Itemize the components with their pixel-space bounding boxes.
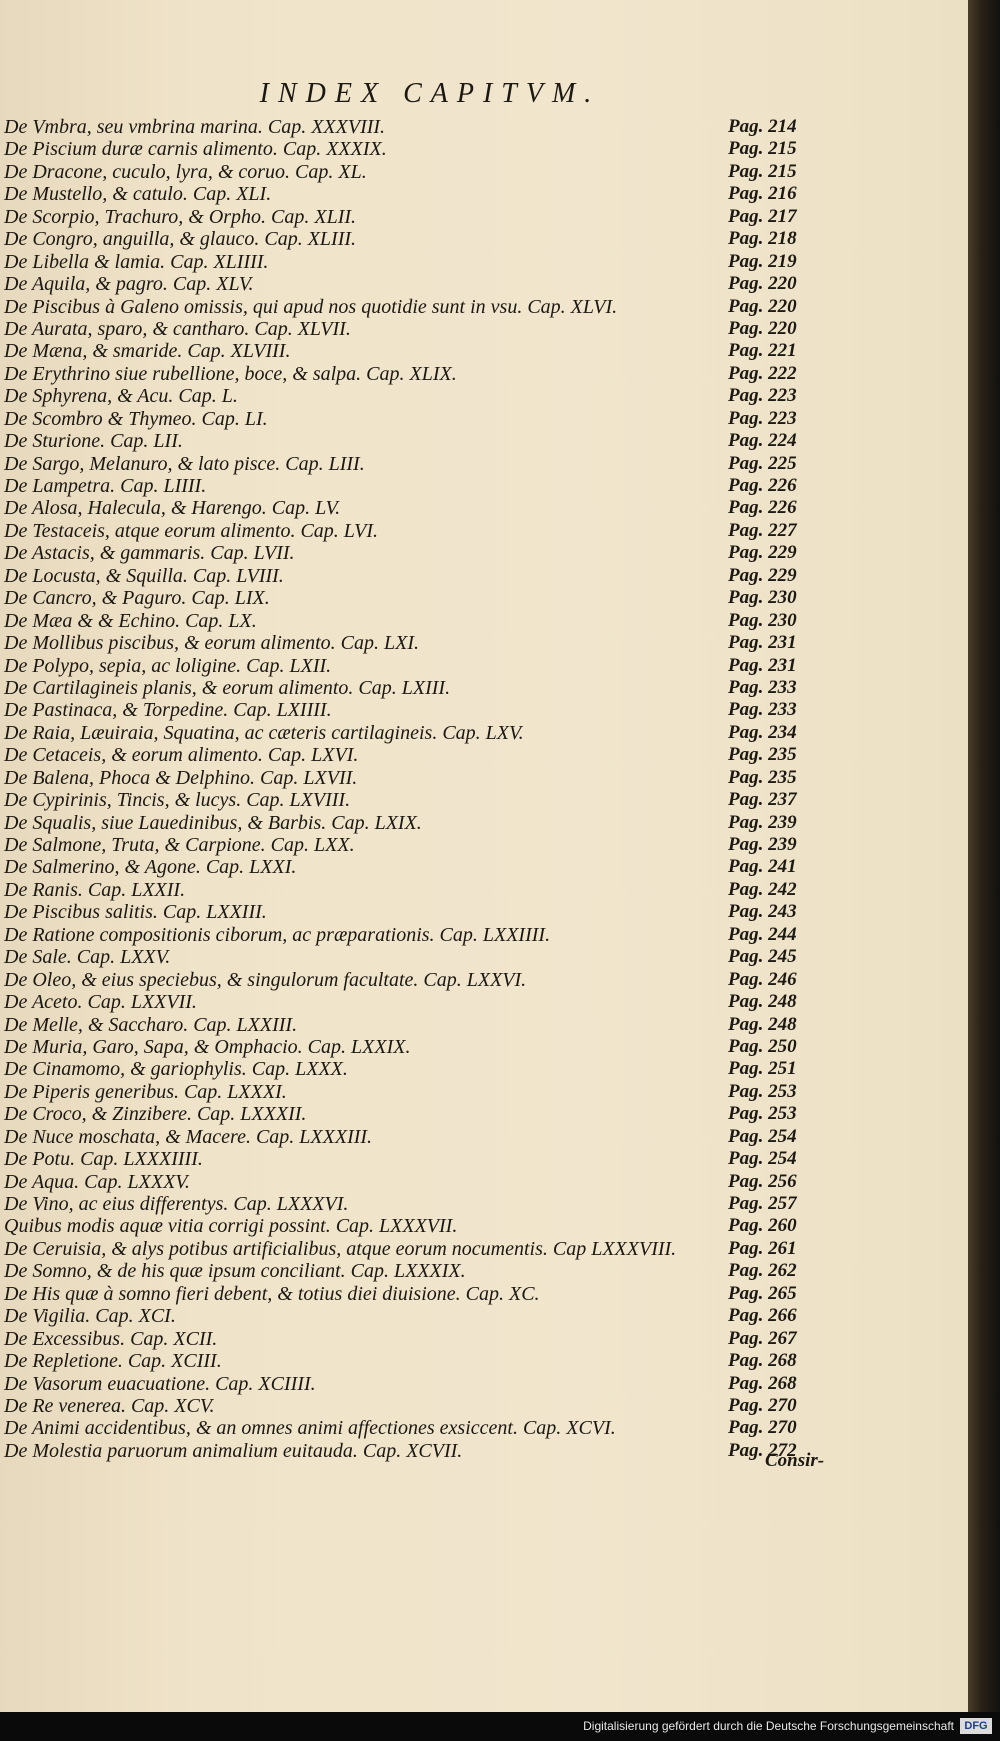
entry-title: De Repletione. Cap. XCIII.	[4, 1350, 222, 1373]
entry-title: De Cancro, & Paguro. Cap. LIX.	[4, 587, 270, 610]
index-list	[0, 116, 968, 1462]
entry-page-number: Pag. 239	[728, 811, 797, 833]
entry-title: De Balena, Phoca & Delphino. Cap. LXVII.	[4, 766, 358, 789]
index-entry	[0, 856, 968, 878]
entry-page-number: Pag. 220	[728, 273, 797, 295]
index-entry	[0, 834, 968, 856]
entry-page-number: Pag. 219	[728, 250, 797, 272]
entry-title: De Nuce moschata, & Macere. Cap. LXXXIII.	[4, 1125, 373, 1148]
entry-title: De Piperis generibus. Cap. LXXXI.	[4, 1080, 287, 1103]
index-entry	[0, 677, 968, 699]
entry-title: De Libella & lamia. Cap. XLIIII.	[4, 250, 269, 273]
entry-title: De Mustello, & catulo. Cap. XLI.	[4, 183, 272, 206]
entry-title: De Ratione compositionis ciborum, ac præparationis. Cap. LXXIIII.	[4, 923, 551, 946]
entry-page-number: Pag. 233	[728, 699, 797, 721]
entry-title: De Aurata, sparo, & cantharo. Cap. XLVII.	[4, 317, 351, 340]
entry-page-number: Pag. 234	[728, 721, 797, 743]
entry-title: De Sargo, Melanuro, & lato pisce. Cap. LIII.	[4, 452, 365, 475]
index-entry	[0, 520, 968, 542]
entry-page-number: Pag. 246	[728, 968, 797, 990]
entry-page-number: Pag. 270	[728, 1417, 797, 1439]
entry-page-number: Pag. 250	[728, 1035, 797, 1057]
index-entry	[0, 969, 968, 991]
entry-page-number: Pag. 244	[728, 923, 797, 945]
entry-title: De Testaceis, atque eorum alimento. Cap. LVI.	[4, 519, 379, 542]
entry-page-number: Pag. 257	[728, 1193, 797, 1214]
entry-title: De Vasorum euacuatione. Cap. XCIIII.	[4, 1372, 316, 1395]
page-edge	[968, 0, 1000, 1712]
entry-title: De Mæna, & smaride. Cap. XLVIII.	[4, 340, 291, 363]
entry-title: De Congro, anguilla, & glauco. Cap. XLIII.	[4, 228, 357, 251]
funding-notice: Digitalisierung gefördert durch die Deutsche Forschungsgemeinschaft	[583, 1719, 954, 1733]
entry-page-number: Pag. 223	[728, 407, 797, 429]
entry-title: De Melle, & Saccharo. Cap. LXXIII.	[4, 1013, 298, 1036]
entry-page-number: Pag. 241	[728, 856, 797, 878]
entry-page-number: Pag. 221	[728, 340, 797, 362]
index-entry	[0, 1081, 968, 1103]
entry-page-number: Pag. 235	[728, 766, 797, 788]
entry-title: De Polypo, sepia, ac loligine. Cap. LXII.	[4, 654, 332, 677]
entry-title: De Somno, & de his quæ ipsum conciliant. Cap. LXXXIX.	[4, 1260, 466, 1283]
entry-page-number: Pag. 239	[728, 834, 797, 855]
index-entry	[0, 161, 968, 183]
entry-page-number: Pag. 218	[728, 228, 797, 250]
entry-page-number: Pag. 220	[728, 317, 797, 339]
entry-title: De Pastinaca, & Torpedine. Cap. LXIIII.	[4, 699, 332, 722]
index-entry	[0, 812, 968, 834]
entry-title: De Piscibus à Galeno omissis, qui apud nos quotidie sunt in vsu. Cap. XLVI.	[4, 295, 618, 318]
entry-title: De Erythrino siue rubellione, boce, & salpa. Cap. XLIX.	[4, 362, 457, 385]
entry-page-number: Pag. 268	[728, 1372, 797, 1394]
entry-title: De Lampetra. Cap. LIIII.	[4, 475, 207, 497]
entry-title: De Ranis. Cap. LXXII.	[4, 878, 186, 901]
index-entry	[0, 1014, 968, 1036]
index-entry	[0, 1036, 968, 1058]
entry-page-number: Pag. 254	[728, 1125, 797, 1147]
entry-page-number: Pag. 248	[728, 1013, 797, 1035]
index-entry	[0, 453, 968, 475]
index-entry	[0, 497, 968, 519]
entry-title: De Sturione. Cap. LII.	[4, 430, 183, 453]
entry-page-number: Pag. 230	[728, 609, 797, 631]
index-entry	[0, 901, 968, 923]
entry-page-number: Pag. 235	[728, 744, 797, 766]
entry-title: De Locusta, & Squilla. Cap. LVIII.	[4, 564, 284, 587]
index-entry	[0, 610, 968, 632]
entry-title: Quibus modis aquæ vitia corrigi possint. Cap. LXXXVII.	[4, 1215, 458, 1238]
entry-page-number: Pag. 220	[728, 295, 797, 317]
index-entry	[0, 1103, 968, 1125]
entry-page-number: Pag. 237	[728, 789, 797, 811]
entry-page-number: Pag. 226	[728, 475, 797, 496]
index-entry	[0, 1283, 968, 1305]
index-entry	[0, 699, 968, 721]
index-entry	[0, 251, 968, 273]
entry-page-number: Pag. 243	[728, 901, 797, 923]
index-entry	[0, 408, 968, 430]
entry-page-number: Pag. 245	[728, 946, 797, 968]
index-entry	[0, 138, 968, 160]
footer-bar	[0, 1712, 1000, 1741]
entry-page-number: Pag. 267	[728, 1327, 797, 1349]
dfg-logo: DFG	[960, 1718, 992, 1734]
entry-page-number: Pag. 254	[728, 1148, 797, 1170]
index-entry	[0, 744, 968, 766]
entry-page-number: Pag. 266	[728, 1305, 797, 1327]
entry-page-number: Pag. 229	[728, 542, 797, 564]
entry-page-number: Pag. 223	[728, 385, 797, 407]
entry-title: De Salmerino, & Agone. Cap. LXXI.	[4, 856, 297, 879]
index-entry	[0, 1058, 968, 1080]
entry-title: De Mollibus piscibus, & eorum alimento. Cap. LXI.	[4, 632, 419, 655]
entry-page-number: Pag. 217	[728, 205, 797, 227]
index-entry	[0, 183, 968, 205]
entry-page-number: Pag. 265	[728, 1282, 797, 1304]
index-entry	[0, 1193, 968, 1215]
entry-title: De Potu. Cap. LXXXIIII.	[4, 1148, 203, 1171]
entry-title: De Re venerea. Cap. XCV.	[4, 1394, 215, 1417]
entry-page-number: Pag. 262	[728, 1260, 797, 1282]
index-entry	[0, 542, 968, 564]
entry-page-number: Pag. 253	[728, 1103, 797, 1125]
index-entry	[0, 296, 968, 318]
entry-page-number: Pag. 256	[728, 1170, 797, 1192]
index-entry	[0, 1417, 968, 1439]
entry-title: De Vigilia. Cap. XCI.	[4, 1305, 176, 1328]
entry-page-number: Pag. 231	[728, 654, 797, 676]
entry-page-number: Pag. 229	[728, 564, 797, 586]
entry-title: De Croco, & Zinzibere. Cap. LXXXII.	[4, 1103, 307, 1126]
index-entry	[0, 363, 968, 385]
entry-page-number: Pag. 251	[728, 1058, 797, 1080]
index-entry	[0, 1305, 968, 1327]
index-entry	[0, 1373, 968, 1395]
entry-page-number: Pag. 225	[728, 452, 797, 474]
index-entry	[0, 318, 968, 340]
entry-title: De Mæa & & Echino. Cap. LX.	[4, 609, 257, 632]
entry-title: De Excessibus. Cap. XCII.	[4, 1327, 218, 1350]
entry-title: De Cartilagineis planis, & eorum alimento. Cap. LXIII.	[4, 676, 451, 699]
entry-title: De Aquila, & pagro. Cap. XLV.	[4, 273, 254, 296]
index-entry	[0, 1238, 968, 1260]
entry-title: De Molestia paruorum animalium euitauda. Cap. XCVII.	[4, 1439, 463, 1462]
entry-page-number: Pag. 261	[728, 1237, 797, 1259]
entry-page-number: Pag. 242	[728, 878, 797, 900]
entry-page-number: Pag. 231	[728, 632, 797, 654]
entry-title: De Aqua. Cap. LXXXV.	[4, 1170, 190, 1193]
entry-page-number: Pag. 215	[728, 160, 797, 182]
index-entry	[0, 924, 968, 946]
entry-title: De Scorpio, Trachuro, & Orpho. Cap. XLII.	[4, 205, 357, 228]
entry-page-number: Pag. 215	[728, 138, 797, 160]
entry-page-number: Pag. 270	[728, 1394, 797, 1416]
index-entry	[0, 1395, 968, 1417]
entry-page-number: Pag. 272	[728, 1439, 797, 1461]
catchword: Consir-	[765, 1450, 825, 1471]
entry-title: De Cypirinis, Tincis, & lucys. Cap. LXVIII.	[4, 789, 351, 812]
entry-title: De Vmbra, seu vmbrina marina. Cap. XXXVIII.	[4, 116, 386, 138]
index-entry	[0, 385, 968, 407]
entry-title: De His quæ à somno fieri debent, & totius diei diuisione. Cap. XC.	[4, 1282, 540, 1305]
entry-title: De Scombro & Thymeo. Cap. LI.	[4, 407, 268, 430]
entry-title: De Aceto. Cap. LXXVII.	[4, 991, 197, 1014]
entry-page-number: Pag. 248	[728, 991, 797, 1013]
index-entry	[0, 587, 968, 609]
index-entry	[0, 206, 968, 228]
index-entry	[0, 1171, 968, 1193]
entry-title: De Vino, ac eius differentys. Cap. LXXXVI.	[4, 1193, 349, 1215]
index-entry	[0, 991, 968, 1013]
index-entry	[0, 789, 968, 811]
index-entry	[0, 1328, 968, 1350]
entry-page-number: Pag. 224	[728, 430, 797, 452]
entry-title: De Muria, Garo, Sapa, & Omphacio. Cap. LXXIX.	[4, 1035, 411, 1058]
index-entry	[0, 273, 968, 295]
index-entry	[0, 1148, 968, 1170]
entry-title: De Cinamomo, & gariophylis. Cap. LXXX.	[4, 1058, 348, 1081]
entry-title: De Piscium duræ carnis alimento. Cap. XXXIX.	[4, 138, 387, 161]
entry-page-number: Pag. 230	[728, 587, 797, 609]
index-entry	[0, 228, 968, 250]
entry-page-number: Pag. 253	[728, 1080, 797, 1102]
index-entry	[0, 946, 968, 968]
entry-page-number: Pag. 233	[728, 676, 797, 698]
entry-page-number: Pag. 226	[728, 497, 797, 519]
entry-title: De Raia, Læuiraia, Squatina, ac cæteris cartilagineis. Cap. LXV.	[4, 721, 524, 744]
entry-page-number: Pag. 222	[728, 362, 797, 384]
index-entry	[0, 767, 968, 789]
index-entry	[0, 1260, 968, 1282]
index-entry	[0, 1350, 968, 1372]
entry-page-number: Pag. 214	[728, 116, 797, 137]
entry-title: De Animi accidentibus, & an omnes animi affectiones exsiccent. Cap. XCVI.	[4, 1417, 616, 1440]
entry-title: De Astacis, & gammaris. Cap. LVII.	[4, 542, 295, 565]
entry-title: De Piscibus salitis. Cap. LXXIII.	[4, 901, 267, 924]
index-entry	[0, 722, 968, 744]
index-entry	[0, 1215, 968, 1237]
index-entry	[0, 565, 968, 587]
entry-page-number: Pag. 216	[728, 183, 797, 205]
index-entry	[0, 475, 968, 497]
page-title: INDEX CAPITVM.	[259, 78, 601, 109]
entry-title: De Squalis, siue Lauedinibus, & Barbis. Cap. LXIX.	[4, 811, 422, 834]
index-entry	[0, 879, 968, 901]
entry-page-number: Pag. 268	[728, 1350, 797, 1372]
entry-title: De Sphyrena, & Acu. Cap. L.	[4, 385, 238, 408]
entry-title: De Alosa, Halecula, & Harengo. Cap. LV.	[4, 497, 341, 520]
index-entry	[0, 340, 968, 362]
entry-title: De Ceruisia, & alys potibus artificialibus, atque eorum nocumentis. Cap LXXXVIII.	[4, 1237, 677, 1260]
entry-page-number: Pag. 227	[728, 519, 797, 541]
entry-page-number: Pag. 260	[728, 1215, 797, 1237]
entry-title: De Salmone, Truta, & Carpione. Cap. LXX.	[4, 834, 355, 856]
index-entry	[0, 116, 968, 138]
index-entry	[0, 632, 968, 654]
entry-title: De Sale. Cap. LXXV.	[4, 946, 171, 969]
index-entry	[0, 1126, 968, 1148]
index-entry	[0, 430, 968, 452]
entry-title: De Oleo, & eius speciebus, & singulorum facultate. Cap. LXXVI.	[4, 968, 527, 991]
index-entry	[0, 655, 968, 677]
entry-title: De Cetaceis, & eorum alimento. Cap. LXVI.	[4, 744, 359, 767]
entry-title: De Dracone, cuculo, lyra, & coruo. Cap. XL.	[4, 160, 367, 183]
